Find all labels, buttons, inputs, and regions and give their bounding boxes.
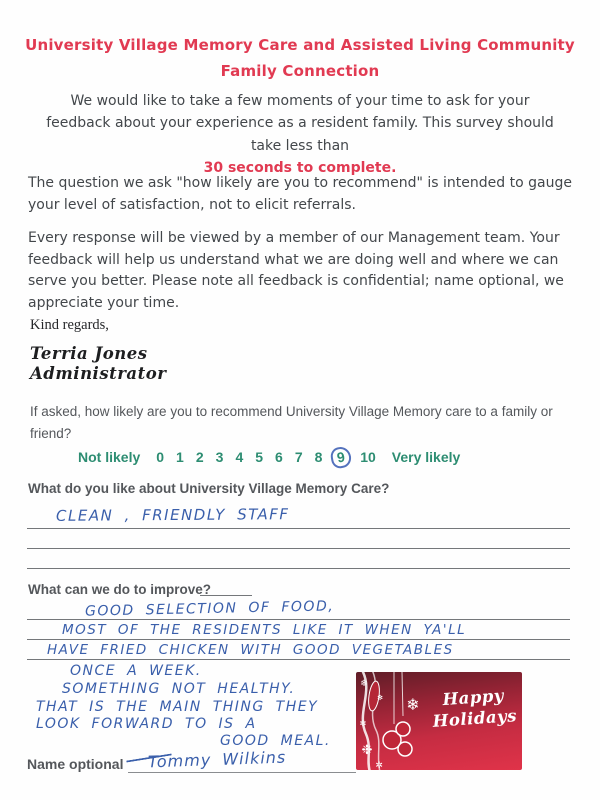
document-title-line1: University Village Memory Care and Assisted Living Community	[25, 36, 575, 54]
happy-holidays-card	[356, 672, 522, 770]
name-optional-label: Name optional	[27, 756, 124, 772]
rating-value-4: 4	[235, 449, 244, 465]
holiday-greeting-line1: Happy	[441, 685, 505, 710]
signature-name: Terria Jones	[30, 344, 148, 363]
handwritten-improve-line: HAVE FRIED CHICKEN WITH GOOD VEGETABLES	[47, 642, 454, 658]
rating-value-10: 10	[360, 449, 376, 465]
ornament-string	[402, 672, 403, 716]
handwritten-like-answer: CLEAN , FRIENDLY STAFF	[55, 505, 290, 525]
intro-highlight: 30 seconds to complete.	[203, 160, 397, 177]
rating-value-2: 2	[195, 449, 204, 465]
ornament-ball	[398, 742, 412, 756]
snowflake-icon: ❉	[361, 743, 373, 758]
answer-line	[27, 619, 570, 620]
snowflake-icon: ❄	[406, 695, 420, 714]
ornament-ball	[396, 722, 410, 736]
answer-line	[27, 528, 570, 529]
snowflake-icon: ✼	[359, 719, 367, 728]
rating-value-8: 8	[314, 449, 323, 465]
paragraph-gauge: The question we ask "how likely are you to recommend" is intended to gauge your level of satisfaction, not to elicit referrals.	[28, 175, 572, 213]
kind-regards: Kind regards,	[30, 317, 109, 333]
rating-value-7: 7	[294, 449, 303, 465]
handwritten-improve-line: ONCE A WEEK.	[70, 663, 202, 679]
handwritten-improve-line: LOOK FORWARD TO IS A	[36, 716, 257, 732]
answer-line	[27, 568, 570, 569]
blank-line-segment	[200, 595, 252, 596]
rating-high-label: Very likely	[391, 449, 461, 465]
holiday-greeting	[431, 685, 518, 732]
snowflake-icon: ✻	[377, 694, 383, 702]
handwritten-improve-line: SOMETHING NOT HEALTHY.	[62, 681, 296, 697]
answer-line	[27, 659, 570, 660]
rating-value-6: 6	[275, 449, 283, 465]
rating-value-3: 3	[215, 449, 224, 465]
handwritten-improve-line: GOOD SELECTION OF FOOD,	[84, 598, 335, 620]
rating-question: If asked, how likely are you to recommend University Village Memory care to a family or friend?	[30, 404, 553, 441]
answer-line	[27, 548, 570, 549]
handwritten-name: Tommy Wilkins	[147, 747, 287, 772]
paragraph-response: Every response will be viewed by a member of our Management team. Your feedback will help us understand what we are doing well and where we can serve you better. Please note all feedback is confidential; name optional, we appreciate your time.	[28, 230, 564, 312]
rating-value-0: 0	[156, 449, 165, 465]
rating-scale	[78, 449, 460, 465]
intro-text: We would like to take a few moments of your time to ask for your feedback about your experience as a resident family. This survey should take less than	[46, 93, 554, 154]
name-answer-line	[128, 772, 356, 773]
answer-line	[27, 639, 570, 640]
handwritten-improve-line: MOST OF THE RESIDENTS LIKE IT WHEN YA'LL	[62, 622, 467, 638]
question-improve-label: What can we do to improve?	[28, 582, 212, 597]
holiday-greeting-line2: Holidays	[432, 705, 518, 731]
rating-value-1: 1	[176, 449, 184, 465]
rating-low-label: Not likely	[78, 449, 141, 465]
selected-rating-circle: 9	[330, 445, 353, 469]
rating-value-5: 5	[255, 449, 264, 465]
handwritten-improve-line: THAT IS THE MAIN THING THEY	[36, 699, 319, 715]
intro-paragraph	[38, 90, 562, 180]
document-title-line2: Family Connection	[220, 62, 380, 80]
handwritten-improve-line: GOOD MEAL.	[220, 733, 331, 749]
question-like-label: What do you like about University Village Memory Care?	[28, 481, 390, 496]
signature-title: Administrator	[30, 364, 167, 383]
snowflake-icon: ❄	[360, 679, 368, 689]
snowflake-icon: ✲	[375, 761, 383, 770]
